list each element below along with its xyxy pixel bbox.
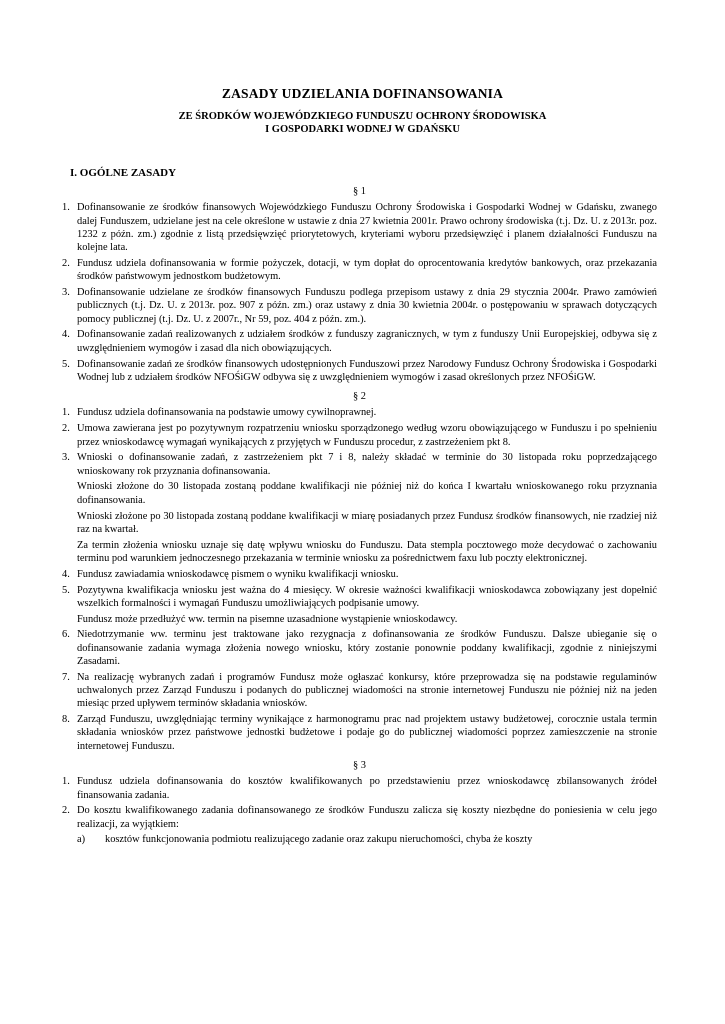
paragraph-2-item-5 (62, 584, 657, 626)
item-number: 6. (62, 629, 70, 641)
paragraph-mark-2: § 2 (353, 391, 366, 403)
item-number: 2. (62, 805, 70, 817)
item-number: 8. (62, 714, 70, 726)
item-text: Pozytywna kwalifikacja wniosku jest ważna do 4 miesięcy. W okresie ważności kwalifikacji wnioskodawca zobowiązany jest dopełnić wszelkich formalności i wymagań Funduszu umożliwiających podpisanie umowy. (77, 584, 657, 609)
item-continuation: Wnioski złożone do 30 listopada zostaną poddane kwalifikacji nie później niż do końca I kwartału wnioskowanego roku przyznania dofinansowania. (77, 481, 657, 506)
item-text: Wnioski o dofinansowanie zadań, z zastrzeżeniem pkt 7 i 8, należy składać w terminie do 30 listopada roku poprzedzającego wnioskowany rok przyznania dofinansowania. (77, 452, 657, 477)
item-text: Do kosztu kwalifikowanego zadania dofinansowanego ze środków Funduszu zalicza się koszty niezbędne do poniesienia w celu jego realizacji, za wyjątkiem: (77, 805, 657, 830)
paragraph-1-item-1 (62, 201, 657, 254)
item-text: Fundusz udziela dofinansowania do kosztów kwalifikowanych po przedstawieniu przez wnioskodawcę zbilansowanych źródeł finansowania zadania. (77, 776, 657, 801)
item-text: Fundusz udziela dofinansowania na podstawie umowy cywilnoprawnej. (77, 407, 377, 419)
section-heading: I. OGÓLNE ZASADY (70, 167, 177, 179)
paragraph-1-item-5 (62, 358, 657, 385)
paragraph-1-list (62, 201, 657, 384)
item-text: Dofinansowanie zadań realizowanych z udziałem środków z funduszy zagranicznych, w tym z funduszy Unii Europejskiej, odbywa się z uwzględnieniem wymogów i zasad dla nich obowiązujących. (77, 329, 657, 354)
item-number: 1. (62, 202, 70, 214)
paragraph-mark-3: § 3 (353, 760, 366, 772)
item-text: Zarząd Funduszu, uwzględniając terminy wynikające z harmonogramu prac nad projektem ustawy budżetowej, corocznie ustala termin składania wniosków przez państwowe jednostki budżetowe i podaje go do publicznej wiadomości poprzez zamieszczenie na stronie internetowej Funduszu. (77, 714, 657, 752)
item-number: 1. (62, 407, 70, 419)
paragraph-3-item-2 (62, 804, 657, 846)
paragraph-2-item-7 (62, 671, 657, 711)
paragraph-2-item-3 (62, 451, 657, 565)
item-text: Umowa zawierana jest po pozytywnym rozpatrzeniu wniosku sporządzonego według wzoru obowiązującego w Funduszu i po spełnieniu przez wnioskodawcę wymagań wynikających z przyjętych w Funduszu procedur, z zastrzeżeniem pkt 8. (77, 423, 657, 448)
paragraph-2-item-1 (62, 406, 657, 419)
item-number: 4. (62, 329, 70, 341)
document-title: ZASADY UDZIELANIA DOFINANSOWANIA (221, 86, 504, 101)
paragraph-2-item-2 (62, 422, 657, 449)
sub-item-label: a) (77, 834, 86, 846)
item-number: 3. (62, 287, 70, 299)
item-number: 3. (62, 452, 70, 464)
item-text: Niedotrzymanie ww. terminu jest traktowane jako rezygnacja z dofinansowania ze środków Funduszu. Dalsze ubieganie się o dofinansowanie zadania wymaga złożenia nowego wniosku, który zostanie ponownie poddany kwalifikacji, zgodnie z niniejszymi Zasadami. (77, 629, 657, 667)
item-continuation: Za termin złożenia wniosku uznaje się datę wpływu wniosku do Funduszu. Data stempla pocztowego może decydować o zachowaniu terminu pod warunkiem jednoczesnego przekazania w terminie wniosku za pośrednictwem faxu lub poczty elektronicznej. (77, 539, 657, 564)
item-text: Dofinansowanie ze środków finansowych Wojewódzkiego Funduszu Ochrony Środowiska i Gospodarki Wodnej w Gdańsku, zwanego dalej Funduszem, udzielane jest na cele określone w ustawie z dnia 27 kwietnia 2001r. Prawo ochrony środowiska (t.j. Dz. U. z 2013r. poz. 1232 z późn. zm.) zgodnie z listą przedsięwzięć priorytetowych, kryteriami wyboru przedsięwzięć i planem działalności Funduszu na kolejne lata. (77, 202, 657, 254)
paragraph-1-item-4 (62, 328, 657, 355)
item-number: 5. (62, 584, 70, 596)
item-continuation: Fundusz może przedłużyć ww. termin na pisemne uzasadnione wystąpienie wnioskodawcy. (77, 613, 458, 625)
item-number: 2. (62, 423, 70, 435)
item-text: Dofinansowanie zadań ze środków finansowych udostępnionych Funduszowi przez Narodowy Fundusz Ochrony Środowiska i Gospodarki Wodnej lub z udziałem środków NFOŚiGW odbywa się z uwzględnieniem wymogów i zasad określonych przez NFOŚiGW. (77, 358, 657, 383)
paragraph-2-item-8 (62, 713, 657, 753)
item-text: Dofinansowanie udzielane ze środków finansowych Funduszu podlega przepisom ustawy z dnia 29 stycznia 2004r. Prawo zamówień publicznych (t.j. Dz. U. z 2013r. poz. 907 z późn. zm.) oraz ustawy z dnia 30 kwietnia 2004r. o postępowaniu w sprawach dotyczących pomocy publicznej (t.j. Dz. U. z 2007r., Nr 59, poz. 404 z późn. zm.). (77, 287, 657, 325)
paragraph-2-list (62, 406, 657, 753)
paragraph-mark-1: § 1 (353, 186, 366, 197)
document-subtitle-line-2: I GOSPODARKI WODNEJ W GDAŃSKU (265, 124, 460, 135)
item-number: 4. (62, 568, 70, 580)
item-number: 1. (62, 776, 70, 788)
sub-item-text: kosztów funkcjonowania podmiotu realizującego zadanie oraz zakupu nieruchomości, chyba że koszty (105, 834, 533, 846)
item-text: Na realizację wybranych zadań i programów Fundusz może ogłaszać konkursy, które przeprowadza się na podstawie regulaminów uchwalonych przez Zarząd Funduszu i podanych do publicznej wiadomości na stronie internetowej Funduszu nie później niż na jeden miesiąc przed upływem terminów składania wniosków. (77, 671, 657, 710)
document-subtitle-line-1: ZE ŚRODKÓW WOJEWÓDZKIEGO FUNDUSZU OCHRONY ŚRODOWISKA (178, 111, 547, 122)
paragraph-1-item-2 (62, 257, 657, 284)
paragraph-1-item-3 (62, 286, 657, 326)
item-text: Fundusz udziela dofinansowania w formie pożyczek, dotacji, w tym dopłat do oprocentowania kredytów bankowych, oraz przekazania środków państwowym jednostkom budżetowym. (77, 257, 657, 283)
item-number: 2. (62, 257, 70, 269)
paragraph-2-item-4 (62, 568, 657, 581)
item-number: 7. (62, 671, 70, 683)
paragraph-3-list (62, 775, 657, 846)
item-text: Fundusz zawiadamia wnioskodawcę pismem o wyniku kwalifikacji wniosku. (77, 568, 399, 580)
paragraph-3-item-2-sublist (77, 833, 657, 846)
paragraph-2-item-6 (62, 628, 657, 668)
document-body (62, 185, 657, 849)
paragraph-3-item-1 (62, 775, 657, 802)
item-number: 5. (62, 358, 70, 370)
item-continuation: Wnioski złożone po 30 listopada zostaną poddane kwalifikacji w miarę posiadanych przez Fundusz środków finansowych, nie rzadziej niż raz na kwartał. (77, 510, 657, 535)
sub-item-a (77, 833, 657, 846)
